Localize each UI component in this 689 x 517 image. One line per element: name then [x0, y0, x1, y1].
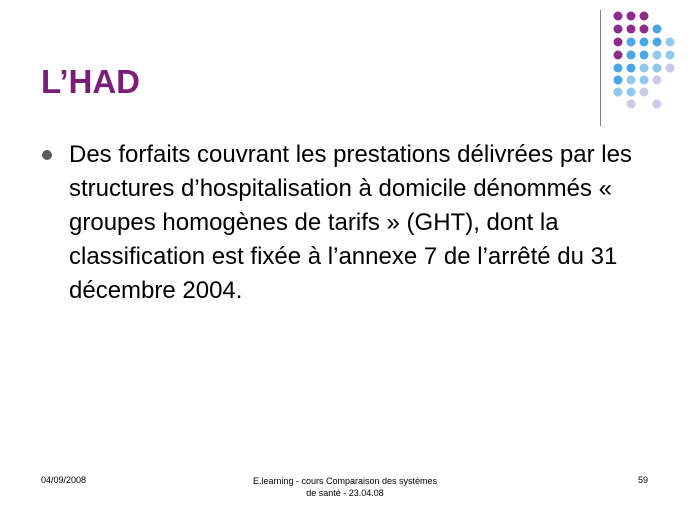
dot — [614, 38, 623, 47]
dot — [640, 25, 649, 34]
dot — [614, 51, 623, 60]
dot — [627, 51, 636, 60]
dot — [627, 88, 636, 97]
footer-course-line-1: E.learning - cours Comparaison des systèmes — [252, 476, 438, 486]
dot-row-3 — [614, 38, 675, 47]
title-divider-line — [600, 10, 601, 126]
dot — [640, 64, 649, 73]
dot — [653, 51, 662, 60]
dot-row-6 — [614, 76, 662, 85]
footer-date: 04/09/2008 — [41, 475, 87, 485]
dot — [614, 88, 623, 97]
dot — [640, 38, 649, 47]
dot — [614, 64, 623, 73]
footer-course-label — [230, 475, 460, 499]
dot — [666, 38, 675, 47]
dot — [653, 64, 662, 73]
dot — [666, 64, 675, 73]
dot-row-1 — [614, 12, 649, 21]
dot — [653, 25, 662, 34]
bullet-item — [42, 138, 662, 308]
dot — [666, 51, 675, 60]
dot-row-2 — [614, 25, 662, 34]
dot — [627, 100, 636, 109]
dot — [627, 38, 636, 47]
dot — [627, 64, 636, 73]
dot — [653, 38, 662, 47]
dot — [653, 76, 662, 85]
dot — [614, 12, 623, 21]
dot — [640, 88, 649, 97]
dot-row-8 — [627, 100, 662, 109]
dot-row-7 — [614, 88, 649, 97]
dot — [614, 76, 623, 85]
dot-row-4 — [614, 51, 675, 60]
dot — [653, 100, 662, 109]
dot — [640, 76, 649, 85]
dot — [627, 25, 636, 34]
footer-page-number: 59 — [637, 475, 648, 485]
bullet-text: Des forfaits couvrant les prestations délivrées par les structures d’hospitalisation à domicile dénommés « groupes homogènes de tarifs » (GHT), dont la classification est fixée à l’annexe 7 de l’arrêté du 31 décembre 2004. — [69, 141, 632, 304]
footer-course-line-2: de santé - 23.04.08 — [306, 488, 384, 498]
dot-row-5 — [614, 64, 675, 73]
dot — [640, 12, 649, 21]
dot — [627, 12, 636, 21]
bullet-icon — [42, 150, 52, 160]
dot — [640, 51, 649, 60]
dot — [627, 76, 636, 85]
dot — [614, 25, 623, 34]
slide-title: L’HAD — [41, 63, 140, 100]
bullet-list — [42, 138, 662, 308]
